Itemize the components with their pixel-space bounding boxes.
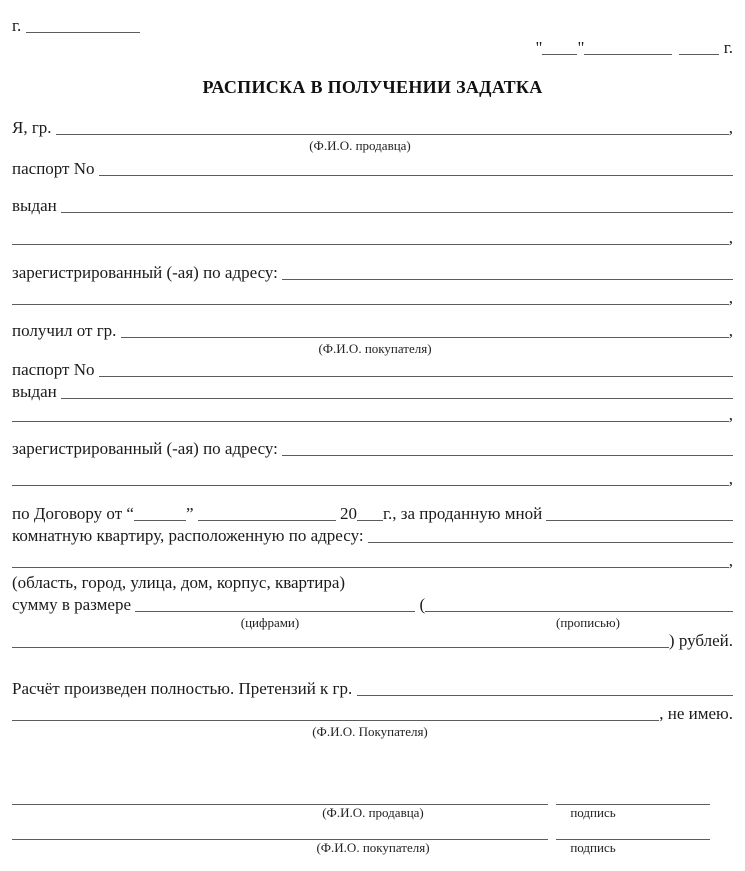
buyer-name-line bbox=[12, 319, 733, 341]
text-segment: , bbox=[728, 469, 733, 488]
text-segment: , bbox=[728, 118, 733, 137]
sum-line bbox=[12, 593, 733, 615]
text-segment: ) рублей. bbox=[668, 631, 733, 650]
contract-line bbox=[12, 502, 733, 524]
blank-line bbox=[99, 376, 733, 377]
blank-line bbox=[12, 244, 729, 245]
apartment-address-cont bbox=[12, 549, 733, 571]
blank-line bbox=[12, 304, 729, 305]
blank-line bbox=[56, 134, 729, 135]
blank-line bbox=[12, 720, 659, 721]
seller-address-cont bbox=[12, 286, 733, 308]
blank-line bbox=[542, 54, 577, 55]
text-segment: " bbox=[535, 38, 543, 57]
caption: (Ф.И.О. продавца) bbox=[322, 805, 424, 820]
buyer-address-line bbox=[12, 437, 733, 459]
seller-passport-issued-line bbox=[12, 194, 733, 216]
settlement-caption bbox=[12, 724, 733, 741]
blank-line bbox=[121, 337, 729, 338]
text-segment: г. bbox=[719, 38, 733, 57]
blank-line bbox=[368, 542, 733, 543]
text-segment: , bbox=[728, 551, 733, 570]
caption: (прописью) bbox=[556, 615, 620, 630]
caption: (Ф.И.О. продавца) bbox=[309, 138, 411, 153]
spacer bbox=[672, 57, 679, 58]
address-hint-line bbox=[12, 571, 733, 593]
settlement-line bbox=[12, 677, 733, 699]
blank-line bbox=[26, 32, 140, 33]
blank-line bbox=[12, 421, 729, 422]
text-segment: , bbox=[728, 405, 733, 424]
blank-line bbox=[357, 520, 383, 521]
apartment-line bbox=[12, 524, 733, 546]
text-segment: , bbox=[728, 228, 733, 247]
text-segment: (область, город, улица, дом, корпус, квартира) bbox=[12, 573, 346, 592]
seller-passport-line bbox=[12, 157, 733, 179]
caption: (Ф.И.О. покупателя) bbox=[316, 840, 430, 855]
blank-line bbox=[584, 54, 672, 55]
buyer-passport-issued-cont bbox=[12, 403, 733, 425]
text-segment: , bbox=[728, 321, 733, 340]
text-segment: паспорт No bbox=[12, 360, 99, 379]
text-segment: зарегистрированный (-ая) по адресу: bbox=[12, 439, 283, 458]
date-line bbox=[12, 36, 733, 58]
buyer-address-cont bbox=[12, 467, 733, 489]
buyer-name-caption bbox=[12, 341, 733, 358]
sum-words-cont bbox=[12, 629, 733, 651]
text-segment: паспорт No bbox=[12, 159, 99, 178]
text-segment: ( bbox=[415, 595, 426, 614]
buyer-passport-issued-line bbox=[12, 380, 733, 402]
settlement-cont bbox=[12, 702, 733, 724]
text-segment: г., за проданную мной bbox=[382, 504, 547, 523]
text-segment: получил от гр. bbox=[12, 321, 121, 340]
caption: (цифрами) bbox=[240, 615, 300, 630]
text-segment: ” bbox=[185, 504, 198, 523]
blank-line bbox=[282, 455, 733, 456]
blank-line bbox=[357, 695, 733, 696]
blank-line bbox=[135, 611, 415, 612]
text-segment: Расчёт произведен полностью. Претензий к гр. bbox=[12, 679, 357, 698]
caption: (Ф.И.О. Покупателя) bbox=[312, 724, 428, 739]
caption: подпись bbox=[570, 840, 616, 855]
text-segment: , bbox=[728, 288, 733, 307]
buyer-signature-captions bbox=[12, 840, 733, 856]
blank-line bbox=[12, 567, 729, 568]
buyer-passport-line bbox=[12, 358, 733, 380]
text-segment: " bbox=[577, 38, 585, 57]
buyer-signature-line bbox=[12, 822, 733, 840]
document-title bbox=[12, 74, 733, 100]
text-segment: Я, гр. bbox=[12, 118, 56, 137]
text-segment: выдан bbox=[12, 382, 61, 401]
caption: подпись bbox=[570, 805, 616, 820]
page-title: РАСПИСКА В ПОЛУЧЕНИИ ЗАДАТКА bbox=[202, 77, 543, 97]
blank-line bbox=[425, 611, 733, 612]
blank-line bbox=[282, 279, 733, 280]
blank-line bbox=[12, 485, 729, 486]
city-line bbox=[12, 14, 733, 36]
blank-line bbox=[679, 54, 719, 55]
text-segment: 20 bbox=[335, 504, 357, 523]
text-segment: , не имею. bbox=[659, 704, 733, 723]
seller-signature-line bbox=[12, 787, 733, 805]
seller-passport-issued-cont bbox=[12, 226, 733, 248]
blank-line bbox=[99, 175, 733, 176]
seller-address-line bbox=[12, 261, 733, 283]
caption: (Ф.И.О. покупателя) bbox=[318, 341, 432, 356]
seller-signature-captions bbox=[12, 805, 733, 821]
blank-line bbox=[134, 520, 186, 521]
sum-captions bbox=[12, 615, 733, 629]
text-segment: выдан bbox=[12, 196, 61, 215]
blank-line bbox=[61, 212, 733, 213]
seller-name-caption bbox=[12, 138, 733, 155]
blank-line bbox=[198, 520, 336, 521]
blank-line bbox=[61, 398, 733, 399]
blank-line bbox=[546, 520, 733, 521]
text-segment: г. bbox=[12, 16, 26, 35]
seller-name-line bbox=[12, 116, 733, 138]
text-segment: сумму в размере bbox=[12, 595, 136, 614]
blank-line bbox=[12, 647, 669, 648]
text-segment: по Договору от “ bbox=[12, 504, 134, 523]
text-segment: зарегистрированный (-ая) по адресу: bbox=[12, 263, 283, 282]
text-segment: комнатную квартиру, расположенную по адресу: bbox=[12, 526, 368, 545]
